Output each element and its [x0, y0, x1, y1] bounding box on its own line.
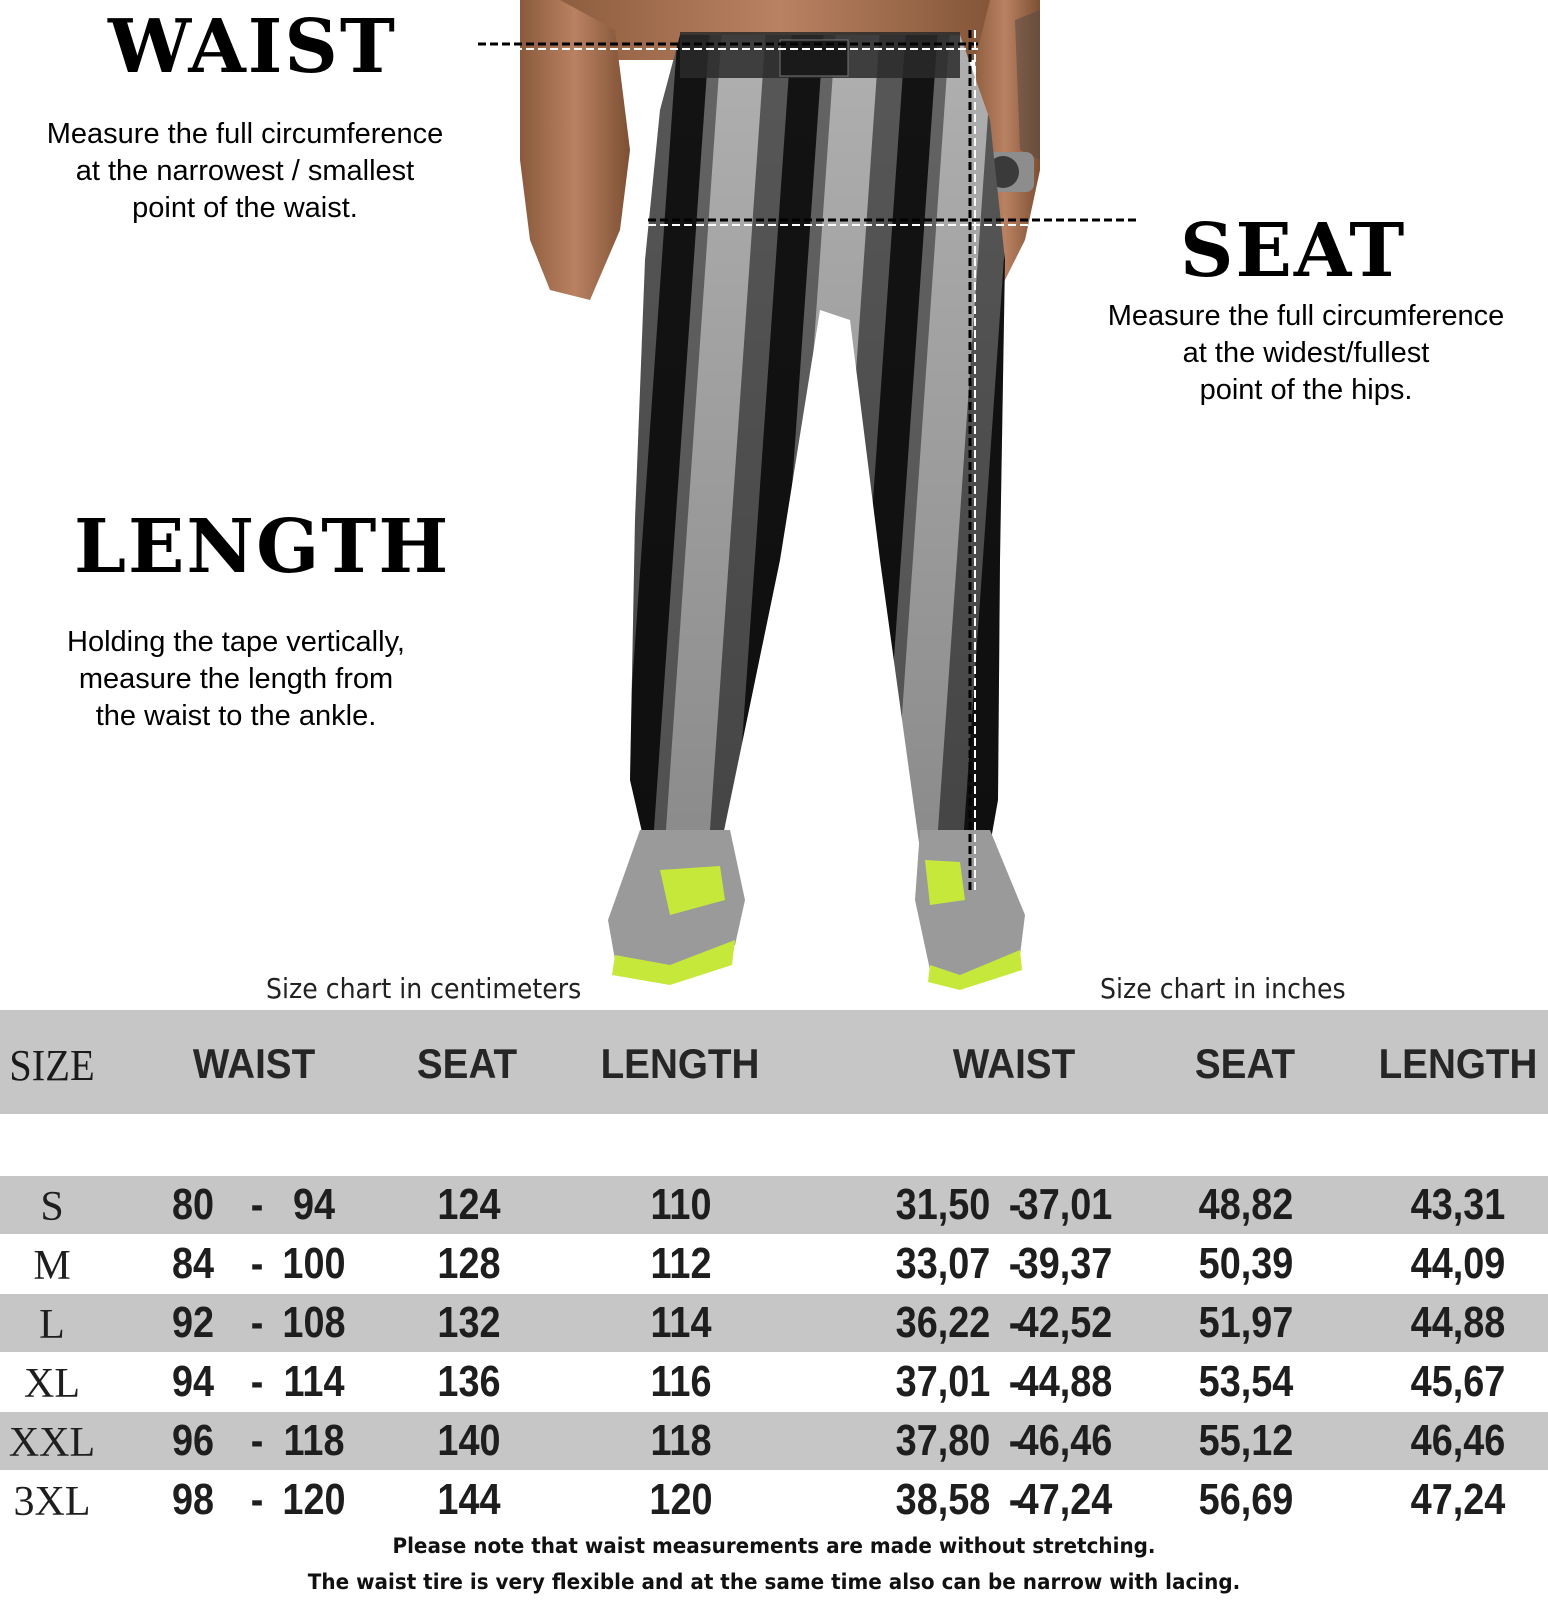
table-row — [0, 1353, 1548, 1411]
length-description — [26, 624, 446, 735]
cell-cm-seat: 128 — [437, 1239, 501, 1288]
header-cm-waist: WAIST — [192, 1040, 316, 1087]
cell-cm-waist-min: 96 — [171, 1416, 215, 1465]
cell-cm-length: 118 — [650, 1416, 712, 1465]
header-in-seat: SEAT — [1194, 1040, 1296, 1087]
cell-in-waist-min: 37,01 — [895, 1357, 991, 1406]
cell-cm-length: 110 — [650, 1180, 712, 1229]
cell-in-length: 45,67 — [1410, 1357, 1506, 1406]
cell-size: M — [33, 1243, 71, 1289]
cell-in-waist-min: 36,22 — [895, 1298, 991, 1347]
cell-in-seat: 51,97 — [1198, 1298, 1294, 1347]
cell-in-seat: 50,39 — [1198, 1239, 1294, 1288]
cell-cm-waist-min: 84 — [171, 1239, 215, 1288]
table-row — [0, 1235, 1548, 1293]
cell-in-length: 47,24 — [1410, 1475, 1506, 1524]
length-description-line: the waist to the ankle. — [95, 700, 377, 732]
cell-cm-waist-dash: - — [250, 1475, 264, 1524]
waist-measure-line — [478, 36, 988, 60]
cell-in-seat: 53,54 — [1198, 1357, 1294, 1406]
length-description-line: Holding the tape vertically, — [67, 626, 405, 658]
cell-in-waist-min: 33,07 — [895, 1239, 991, 1288]
cell-cm-waist-dash: - — [250, 1180, 264, 1229]
cell-in-waist-dash: - — [1008, 1180, 1022, 1229]
cell-in-waist-dash: - — [1008, 1475, 1022, 1524]
header-cm-length: LENGTH — [600, 1040, 760, 1087]
cell-cm-waist-min: 92 — [171, 1298, 215, 1347]
cell-size: XXL — [8, 1420, 96, 1466]
table-header-row — [0, 1010, 1548, 1114]
cell-cm-waist-max: 108 — [282, 1298, 346, 1347]
right-sneaker-accent — [925, 860, 965, 905]
waist-heading: WAIST — [108, 4, 397, 90]
cell-in-waist-min: 37,80 — [895, 1416, 991, 1465]
cell-in-length: 44,88 — [1410, 1298, 1506, 1347]
cell-cm-waist-min: 94 — [171, 1357, 215, 1406]
header-size: SIZE — [9, 1041, 95, 1090]
cell-cm-seat: 140 — [437, 1416, 501, 1465]
length-heading: LENGTH — [74, 504, 451, 590]
cell-in-length: 44,09 — [1410, 1239, 1506, 1288]
cell-in-seat: 55,12 — [1198, 1416, 1294, 1465]
length-description-line: measure the length from — [78, 663, 394, 695]
cell-in-seat: 48,82 — [1198, 1180, 1294, 1229]
cell-cm-waist-dash: - — [250, 1357, 264, 1406]
pants-shading — [630, 35, 1005, 850]
cell-in-waist-max: 37,01 — [1017, 1180, 1113, 1229]
cell-cm-length: 116 — [650, 1357, 712, 1406]
cell-cm-waist-max: 118 — [283, 1416, 345, 1465]
cell-cm-seat: 136 — [437, 1357, 501, 1406]
cell-cm-waist-dash: - — [250, 1239, 264, 1288]
cell-in-waist-dash: - — [1008, 1416, 1022, 1465]
model-photo — [520, 0, 1040, 1005]
seat-heading: SEAT — [1180, 208, 1407, 294]
waist-description-line: Measure the full circumference — [46, 118, 444, 150]
cell-size: XL — [24, 1361, 80, 1407]
cell-cm-waist-max: 100 — [282, 1239, 346, 1288]
table-row — [0, 1294, 1548, 1352]
seat-measure-line — [648, 212, 1144, 236]
footnote-stretching: Please note that waist measurements are made without stretching. — [392, 1534, 1156, 1558]
cell-in-seat: 56,69 — [1198, 1475, 1294, 1524]
cell-cm-waist-max: 114 — [283, 1357, 345, 1406]
caption-centimeters: Size chart in centimeters — [266, 972, 582, 1005]
caption-inches: Size chart in inches — [1100, 972, 1346, 1005]
cell-cm-waist-dash: - — [250, 1298, 264, 1347]
length-measure-line — [964, 30, 984, 890]
cell-in-length: 43,31 — [1410, 1180, 1506, 1229]
cell-size: S — [40, 1184, 64, 1230]
cell-cm-waist-min: 80 — [171, 1180, 215, 1229]
waist-description — [6, 116, 484, 227]
table-row — [0, 1471, 1548, 1529]
cell-cm-length: 114 — [650, 1298, 712, 1347]
cell-in-waist-min: 31,50 — [895, 1180, 991, 1229]
waist-description-line: point of the waist. — [132, 192, 358, 224]
cell-in-length: 46,46 — [1410, 1416, 1506, 1465]
cell-in-waist-max: 47,24 — [1017, 1475, 1113, 1524]
footnote-lacing: The waist tire is very flexible and at the same time also can be narrow with lacing. — [307, 1570, 1241, 1594]
table-row — [0, 1412, 1548, 1470]
cell-cm-waist-max: 94 — [292, 1180, 336, 1229]
seat-description-line: at the widest/fullest — [1182, 337, 1430, 369]
cell-cm-seat: 132 — [437, 1298, 501, 1347]
cell-size: 3XL — [13, 1479, 91, 1525]
header-in-waist: WAIST — [952, 1040, 1076, 1087]
waist-description-line: at the narrowest / smallest — [75, 155, 415, 187]
cell-in-waist-dash: - — [1008, 1239, 1022, 1288]
header-in-length: LENGTH — [1378, 1040, 1538, 1087]
cell-in-waist-max: 42,52 — [1017, 1298, 1113, 1347]
cell-in-waist-max: 46,46 — [1017, 1416, 1113, 1465]
cell-in-waist-dash: - — [1008, 1298, 1022, 1347]
cell-cm-length: 112 — [650, 1239, 712, 1288]
seat-description — [1068, 298, 1544, 409]
cell-size: L — [39, 1302, 65, 1348]
table-row — [0, 1176, 1548, 1234]
cell-in-waist-max: 44,88 — [1017, 1357, 1113, 1406]
cell-in-waist-min: 38,58 — [895, 1475, 991, 1524]
cell-cm-waist-min: 98 — [171, 1475, 215, 1524]
seat-description-line: Measure the full circumference — [1107, 300, 1505, 332]
cell-cm-waist-dash: - — [250, 1416, 264, 1465]
seat-description-line: point of the hips. — [1199, 374, 1413, 406]
cell-in-waist-dash: - — [1008, 1357, 1022, 1406]
cell-cm-waist-max: 120 — [282, 1475, 346, 1524]
cell-cm-seat: 144 — [437, 1475, 501, 1524]
cell-cm-length: 120 — [649, 1475, 713, 1524]
header-cm-seat: SEAT — [416, 1040, 518, 1087]
cell-cm-seat: 124 — [437, 1180, 501, 1229]
cell-in-waist-max: 39,37 — [1017, 1239, 1113, 1288]
